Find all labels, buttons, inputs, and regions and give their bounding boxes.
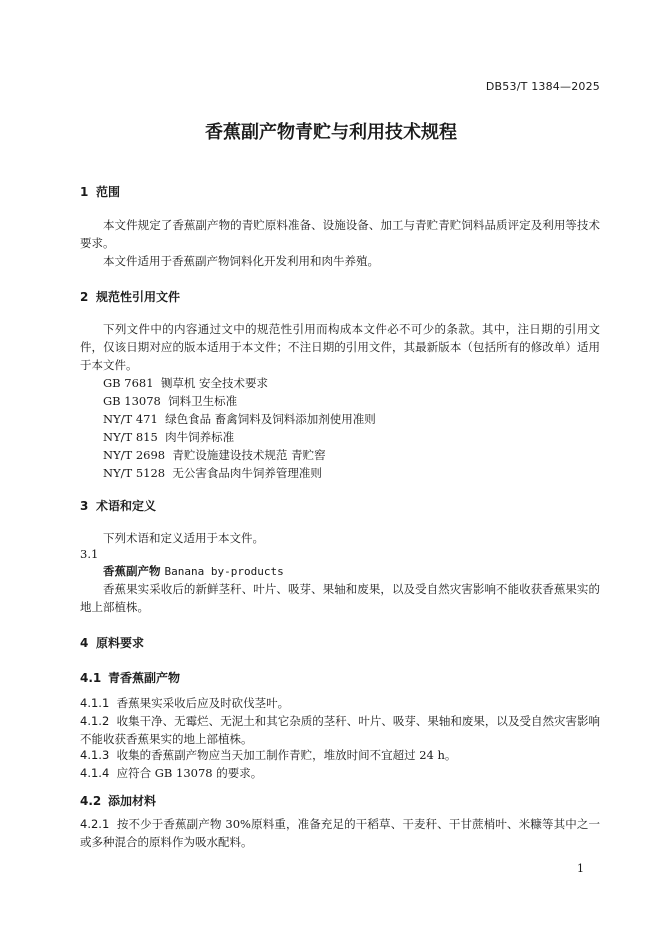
clause-text: 收集干净、无霉烂、无泥土和其它杂质的茎秆、叶片、吸芽、果轴和废果，以及受自然灾害影响不能收获香蕉果实的地上部植株。 (80, 714, 601, 746)
clause-item (80, 815, 600, 851)
section-number: 4 (80, 636, 89, 650)
section-number: 2 (80, 290, 89, 304)
section-2-heading (80, 288, 180, 305)
subsection-number: 4.1 (80, 671, 102, 685)
clause-text: 应符合 GB 13078 的要求。 (116, 766, 263, 780)
clause-item (80, 746, 600, 764)
page-number: 1 (577, 862, 584, 875)
clause-text: 香蕉果实采收后应及时砍伐茎叶。 (116, 696, 290, 710)
subsection-4-2-heading (80, 792, 156, 809)
section-1-heading (80, 183, 120, 200)
clause-number: 4.1.2 (80, 714, 110, 728)
section-title: 原料要求 (96, 636, 145, 650)
term-definition: 香蕉果实采收后的新鲜茎秆、叶片、吸芽、果轴和废果，以及受自然灾害影响不能收获香蕉果实的地上部植株。 (80, 582, 600, 614)
section-title: 术语和定义 (96, 499, 157, 513)
reference-item: GB 7681 铡草机 安全技术要求 (103, 376, 269, 390)
document-number: DB53/T 1384—2025 (485, 80, 600, 93)
subsection-title: 青香蕉副产物 (108, 671, 181, 685)
clause-item (80, 764, 600, 782)
section-4-heading (80, 634, 144, 651)
term-number: 3.1 (80, 547, 99, 561)
term-name (103, 563, 284, 579)
clause-item (80, 712, 600, 748)
section-number: 1 (80, 185, 89, 199)
subsection-number: 4.2 (80, 794, 102, 808)
paragraph: 下列术语和定义适用于本文件。 (103, 531, 264, 545)
section-number: 3 (80, 499, 89, 513)
subsection-title: 添加材料 (108, 794, 157, 808)
section-title: 范围 (96, 185, 121, 199)
clause-text: 按不少于香蕉副产物 30%原料重，准备充足的干稻草、干麦秆、干甘蔗梢叶、米糠等其中之一或多种混合的原料作为吸水配料。 (80, 817, 601, 849)
section-3-heading (80, 497, 156, 514)
term-name-zh: 香蕉副产物 (103, 564, 161, 578)
term-name-en: Banana by-products (164, 565, 284, 578)
paragraph: 本文件规定了香蕉副产物的青贮原料准备、设施设备、加工与青贮青贮饲料品质评定及利用等技术要求。 (80, 218, 600, 250)
page-title: 香蕉副产物青贮与利用技术规程 (205, 122, 457, 143)
paragraph: 本文件适用于香蕉副产物饲料化开发利用和肉牛养殖。 (103, 254, 379, 268)
clause-number: 4.1.1 (80, 696, 110, 710)
reference-item: NY/T 815 肉牛饲养标准 (103, 430, 235, 444)
reference-item: GB 13078 饲料卫生标准 (103, 394, 238, 408)
reference-item: NY/T 5128 无公害食品肉牛饲养管理准则 (103, 466, 322, 480)
clause-number: 4.1.4 (80, 766, 110, 780)
reference-item: NY/T 2698 青贮设施建设技术规范 青贮窖 (103, 448, 326, 462)
clause-number: 4.1.3 (80, 748, 110, 762)
section-title: 规范性引用文件 (96, 290, 181, 304)
clause-number: 4.2.1 (80, 817, 110, 831)
reference-item: NY/T 471 绿色食品 畜禽饲料及饲料添加剂使用准则 (103, 412, 376, 426)
clause-text: 收集的香蕉副产物应当天加工制作青贮，堆放时间不宜超过 24 h。 (116, 748, 457, 762)
clause-item (80, 694, 600, 712)
paragraph: 下列文件中的内容通过文中的规范性引用而构成本文件必不可少的条款。其中，注日期的引用文件，仅该日期对应的版本适用于本文件；不注日期的引用文件，其最新版本（包括所有的修改单）适用于本文件。 (80, 322, 600, 372)
subsection-4-1-heading (80, 669, 180, 686)
